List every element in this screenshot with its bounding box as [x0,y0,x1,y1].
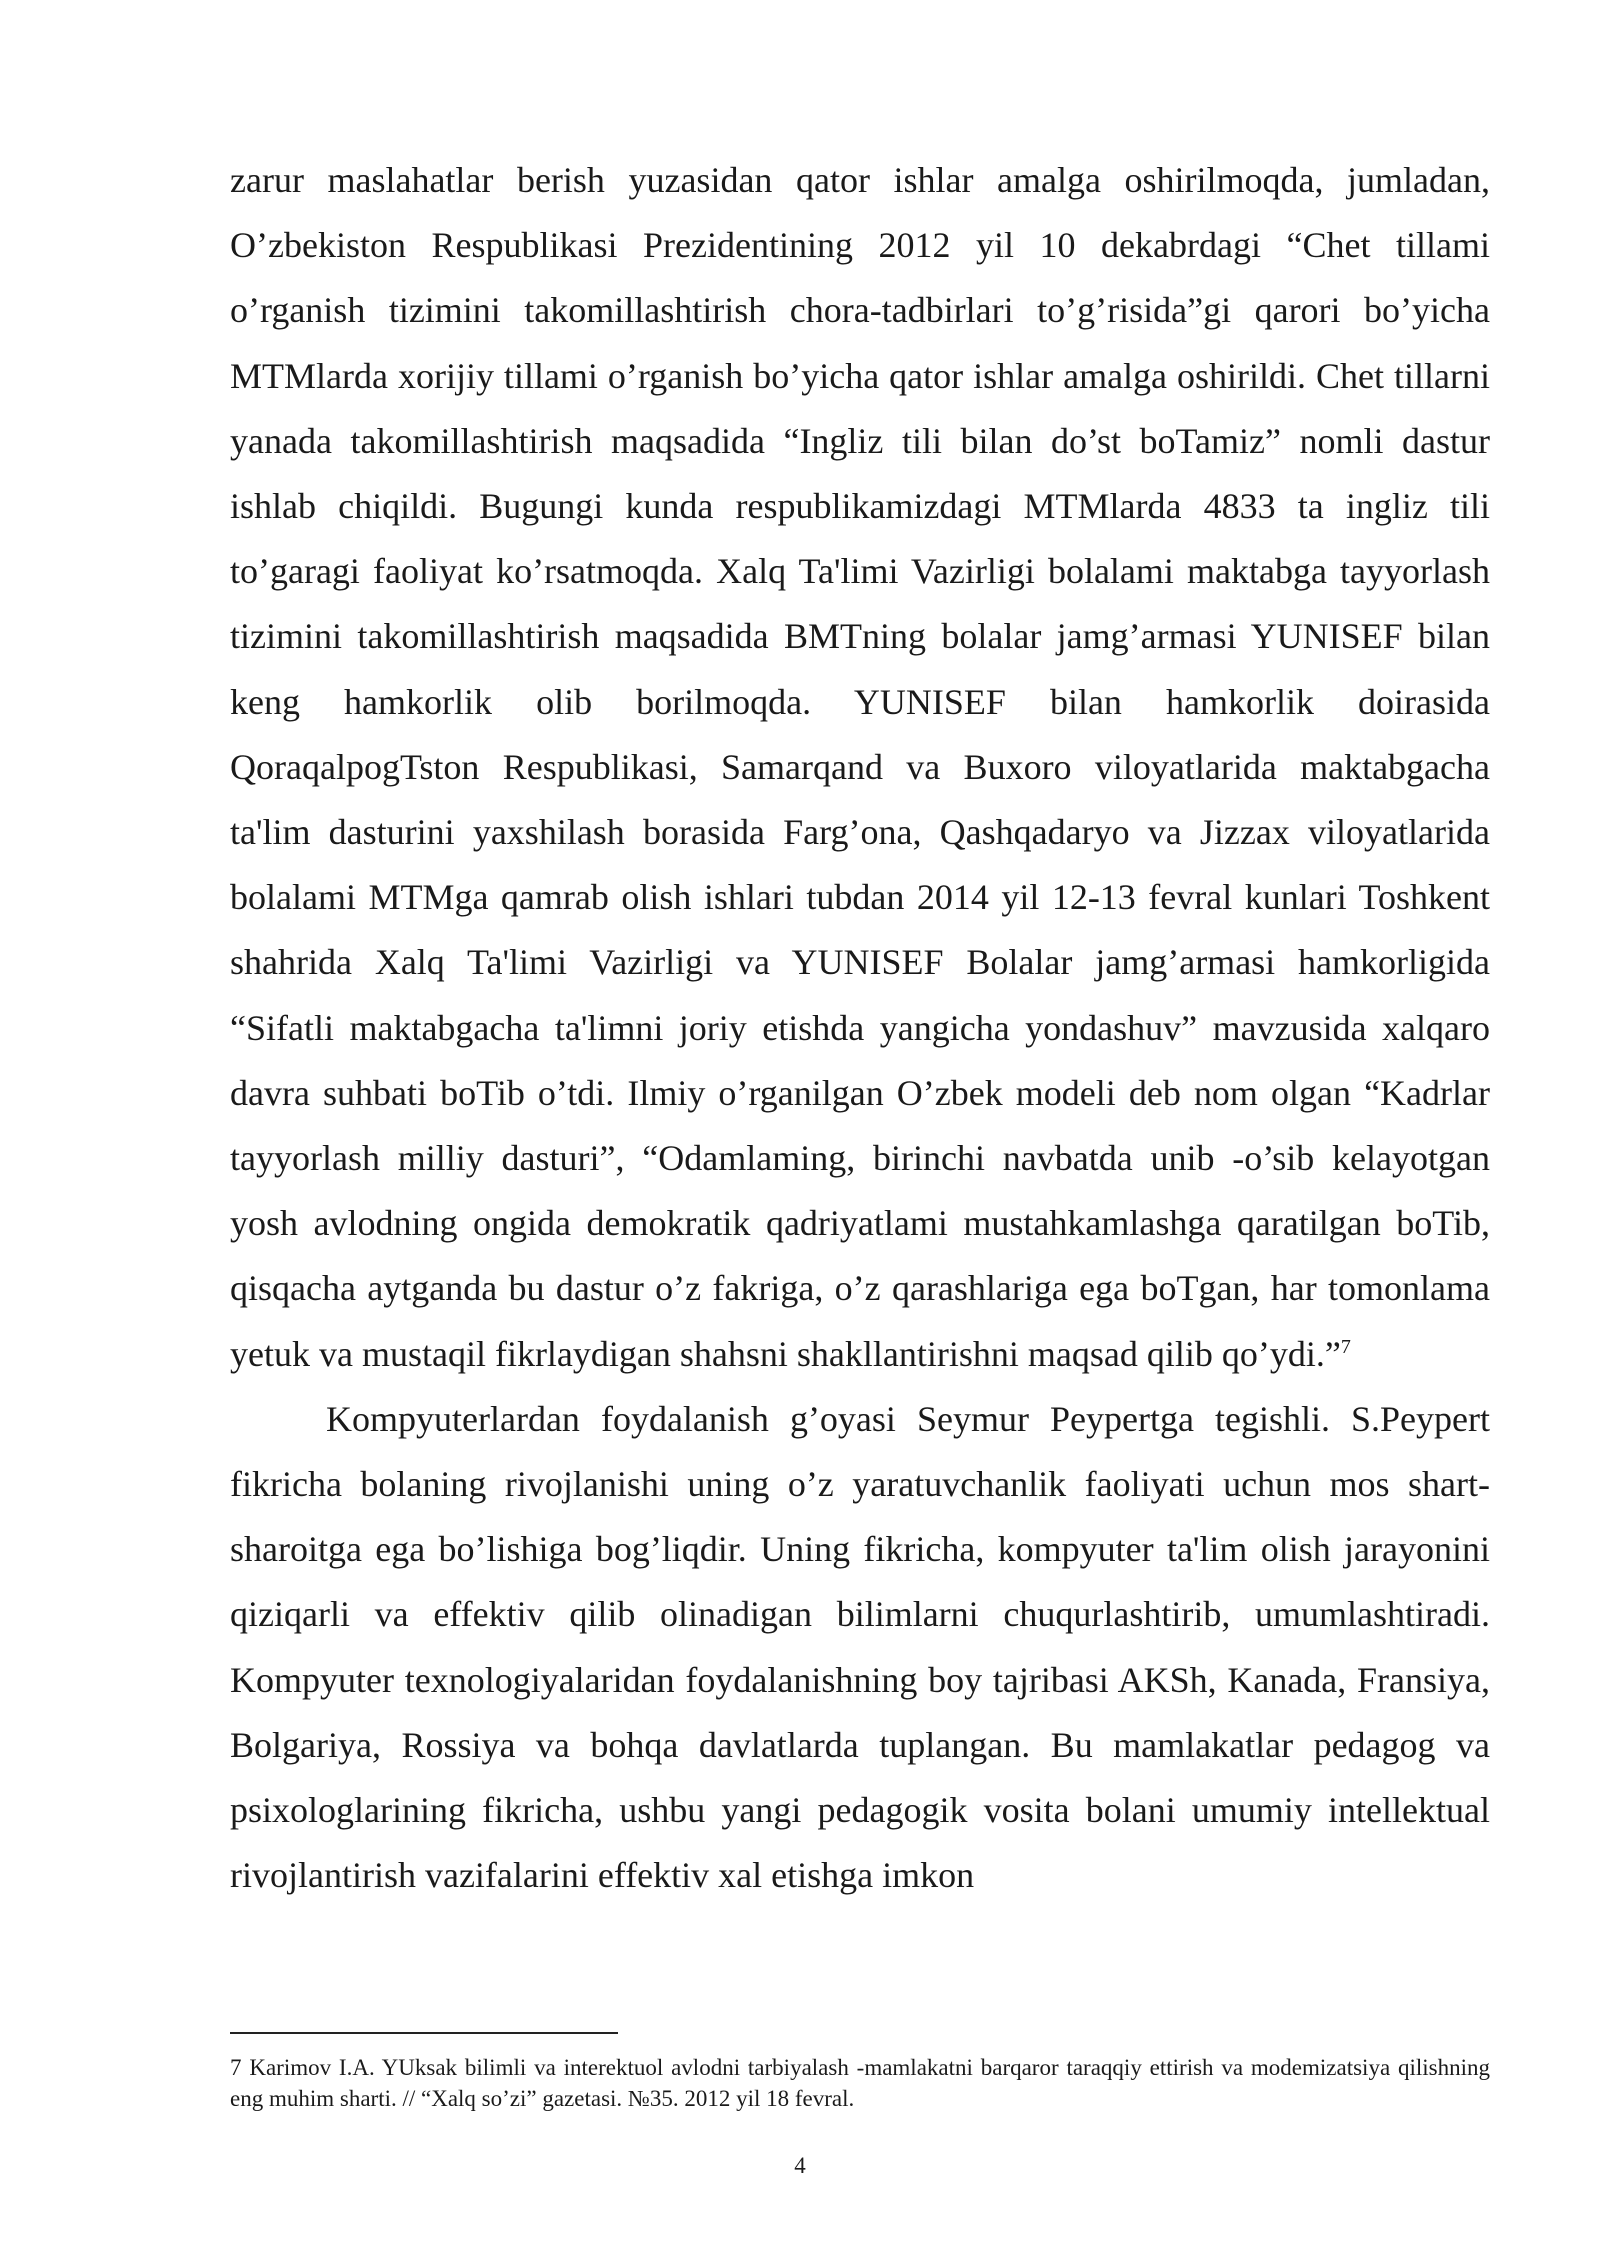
body-text [230,148,1490,1908]
paragraph-2-text: Kompyuterlardan foydalanish g’oyasi Seymur Peypertga tegishli. S.Peypert fikricha bolaning rivojlanishi uning o’z yaratuvchanlik faoliyati uchun mos shart-sharoitga ega bo’lishiga bog’liqdir. Uning fikricha, kompyuter ta'lim olish jarayonini qiziqarli va effektiv qilib olinadigan bilimlarni chuqurlashtirib, umumlashtiradi. Kompyuter texnologiyalaridan foydalanishning boy tajribasi AKSh, Kanada, Fransiya, Bolgariya, Rossiya va bohqa davlatlarda tuplangan. Bu mamlakatlar pedagog va psixologlarining fikricha, ushbu yangi pedagogik vosita bolani umumiy intellektual rivojlantirish vazifalarini effektiv xal etishga imkon [230,1398,1490,1896]
footnote: 7 Karimov I.A. YUksak bilimli va interektuol avlodni tarbiyalash -mamlakatni barqaror taraqqiy ettirish va modemizatsiya qilishning eng muhim sharti. // “Xalq so’zi” gazetasi. №35. 2012 yil 18 fevral. [230,2055,1490,2111]
paragraph-1-text: zarur maslahatlar berish yuzasidan qator ishlar amalga oshirilmoqda, jumladan, O’zbekiston Respublikasi Prezidentining 2012 yil 10 dekabrdagi “Chet tillami o’rganish tizimini takomillashtirish chora-tadbirlari to’g’risida”gi qarori bo’yicha MTMlarda xorijiy tillami o’rganish bo’yicha qator ishlar amalga oshirildi. Chet tillarni yanada takomillashtirish maqsadida “Ingliz tili bilan do’st boTamiz” nomli dastur ishlab chiqildi. Bugungi kunda respublikamizdagi MTMlarda 4833 ta ingliz tili to’garagi faoliyat ko’rsatmoqda. Xalq Ta'limi Vazirligi bolalami maktabga tayyorlash tizimini takomillashtirish maqsadida BMTning bolalar jamg’armasi YUNISEF bilan keng hamkorlik olib borilmoqda. YUNISEF bilan hamkorlik doirasida QoraqalpogTston Respublikasi, Samarqand va Buxoro viloyatlarida maktabgacha ta'lim dasturini yaxshilash borasida Farg’ona, Qashqadaryo va Jizzax viloyatlarida bolalami MTMga qamrab olish ishlari tubdan 2014 yil 12-13 fevral kunlari Toshkent shahrida Xalq Ta'limi Vazirligi va YUNISEF Bolalar jamg’armasi hamkorligida “Sifatli maktabgacha ta'limni joriy etishda yangicha yondashuv” mavzusida xalqaro davra suhbati boTib o’tdi. Ilmiy o’rganilgan O’zbek modeli deb nom olgan “Kadrlar tayyorlash milliy dasturi”, “Odamlaming, birinchi navbatda unib -o’sib kelayotgan yosh avlodning ongida demokratik qadriyatlami mustahkamlashga qaratilgan boTib, qisqacha aytganda bu dastur o’z fakriga, o’z qarashlariga ega boTgan, har tomonlama yetuk va mustaqil fikrlaydigan shahsni shakllantirishni maqsad qilib qo’ydi.” [230,160,1490,1374]
footnote-separator [230,2032,618,2034]
paragraph-1 [230,148,1490,1387]
page-number: 4 [794,2153,806,2178]
paragraph-2 [230,1387,1490,1909]
footnote-reference: 7 [1340,1335,1351,1358]
